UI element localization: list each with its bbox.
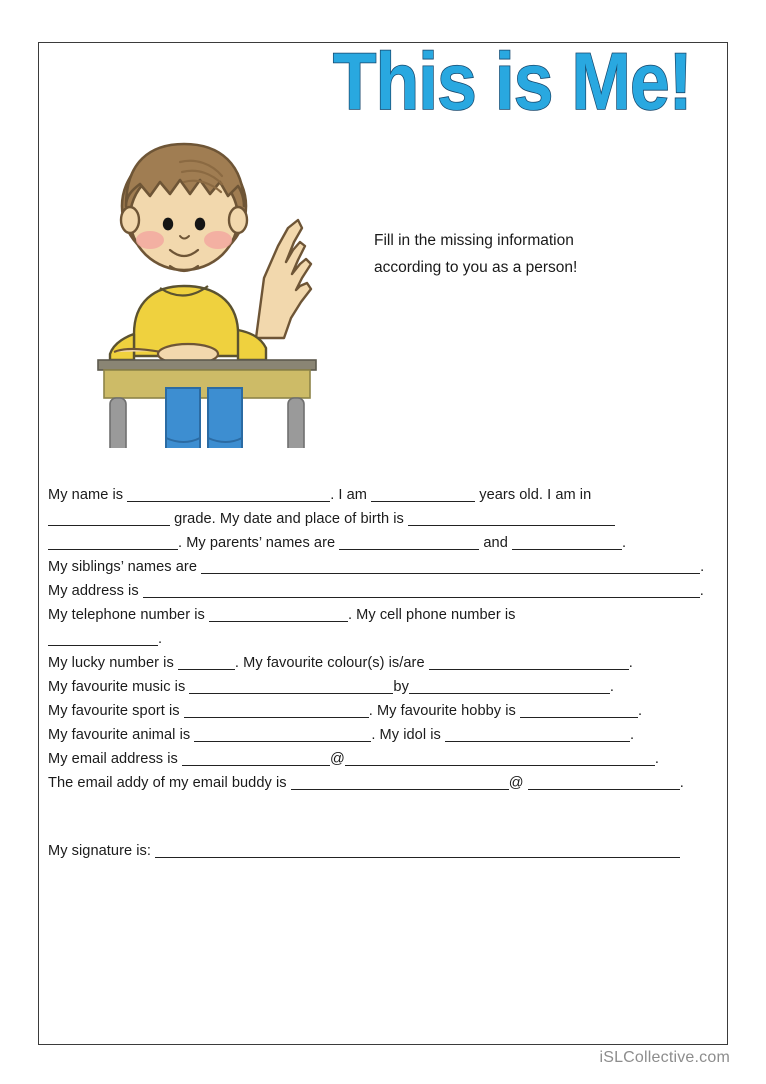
address-line [48,584,720,608]
fill-in-blank[interactable] [528,777,680,790]
email-buddy-line [48,776,720,800]
form-label-text: . [609,679,615,695]
page-title: This is Me! [333,37,692,127]
fill-in-blank[interactable] [48,537,178,550]
form-label-text: . [628,655,633,671]
fill-in-blank[interactable] [201,561,700,574]
instructions-line-1: Fill in the missing information [374,232,574,249]
grade-birth-line-2 [48,512,720,536]
spacer-line-1 [48,800,720,822]
form-label-text: My favourite sport is [48,703,184,719]
form-label-text: My email address is [48,751,183,767]
fill-in-blank[interactable] [194,729,371,742]
fill-in-blank[interactable] [127,489,330,502]
telephone-line [48,608,720,632]
fill-in-blank[interactable] [178,657,235,670]
form-label-text: . My favourite colour(s) is/are [234,655,429,671]
form-label-text: . [700,559,705,575]
form-label-text: . I am [330,487,372,503]
form-label-text: . [699,583,704,599]
fill-in-blank[interactable] [520,705,638,718]
form-label-text: . [638,703,643,719]
fill-in-blank[interactable] [512,537,622,550]
fill-in-blank[interactable] [48,513,170,526]
fill-in-blank[interactable] [182,753,330,766]
form-label-text: grade. My date and place of birth is [170,511,408,527]
favourite-music-line [48,680,720,704]
form-label-text: My signature is: [48,843,156,859]
fill-in-blank[interactable] [345,753,655,766]
form-label-text: My favourite animal is [48,727,195,743]
form-label-text: . [629,727,635,743]
favourite-sport-hobby-line [48,704,720,728]
form-label-text: . My parents’ names are [178,535,340,551]
siblings-line [48,560,720,584]
form-label-text: . My cell phone number is [347,607,516,623]
fill-in-blank[interactable] [429,657,629,670]
fill-in-blank[interactable] [209,609,348,622]
name-age-grade-line-1 [48,488,720,512]
cellphone-line [48,632,720,656]
fill-in-blank[interactable] [371,489,475,502]
form-label-text: . [621,535,627,551]
birth-parents-line-3 [48,536,720,560]
form-label-text: @ [330,751,345,767]
form-label-text: My name is [48,487,128,503]
fill-in-blank[interactable] [189,681,393,694]
footer-credit: iSLCollective.com [599,1049,730,1066]
spacer-line-2 [48,822,720,844]
form-label-text: and [479,535,512,551]
form-label-text: . [679,775,684,791]
title-block [300,37,720,142]
raised-arm [256,220,311,338]
signature-line [48,844,720,868]
instructions-text [374,228,694,281]
form-fill-in-body [48,488,720,868]
form-label-text: My telephone number is [48,607,209,623]
email-address-line [48,752,720,776]
form-label-text: years old. I am in [475,487,592,503]
form-label-text: . [158,631,163,647]
fill-in-blank[interactable] [291,777,509,790]
form-label-text: The email addy of my email buddy is [48,775,291,791]
form-label-text: My lucky number is [48,655,178,671]
favourite-animal-idol-line [48,728,720,752]
form-label-text: . [654,751,659,767]
form-label-text: My favourite music is [48,679,190,695]
form-label-text: @ [508,775,528,791]
fill-in-blank[interactable] [143,585,700,598]
fill-in-blank[interactable] [409,681,610,694]
form-label-text: . My favourite hobby is [368,703,520,719]
lucky-number-colour-line [48,656,720,680]
fill-in-blank[interactable] [48,633,158,646]
boy-raising-hand-illustration [88,138,323,448]
form-label-text: My address is [48,583,143,599]
fill-in-blank[interactable] [408,513,615,526]
form-label-text: by [393,679,409,695]
instructions-line-2: according to you as a person! [374,258,578,276]
fill-in-blank[interactable] [339,537,479,550]
fill-in-blank[interactable] [155,845,680,858]
fill-in-blank[interactable] [445,729,630,742]
form-label-text: My siblings’ names are [48,559,202,575]
form-label-text: . My idol is [371,727,445,743]
fill-in-blank[interactable] [184,705,369,718]
